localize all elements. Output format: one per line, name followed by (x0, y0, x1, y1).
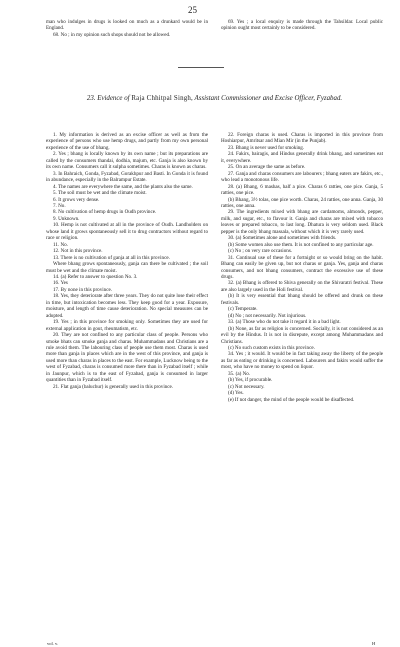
answer-paragraph: 14. (a) Refer to answer to question No. 3. (53, 273, 138, 280)
answer-paragraph: (c) No ; on very rare occasions. (228, 248, 293, 255)
answer-paragraph: 7. No. (53, 202, 66, 209)
answer-paragraph: 6. It grows very dense. (53, 196, 100, 203)
continuation-left (46, 19, 208, 38)
answer-paragraph: 16. Yes (53, 280, 68, 287)
answer-paragraph: 25. On an average the same as before. (228, 164, 306, 171)
answer-paragraph: 24. Fakirs, bairagis, and Hindus generally drink bhang, and sometimes eat it, everywhere. (221, 151, 383, 164)
witness-name: Raja Chhitpal Singh, (131, 95, 193, 102)
answer-paragraph: (b) None, as far as religion is concerned. Socially, it is not considered as an evil by the Hindus. It is not in disrepute, except among Muhammadans and Christians. (221, 325, 383, 345)
answer-paragraph: 3. In Bahraich, Gonda, Fyzabad, Gorakhpur and Basti. In Gonda it is found in abundance, especially in the Balrampur Estate. (46, 170, 208, 184)
answer-paragraph: (c) Not necessary. (228, 383, 265, 390)
section-title-pre: Evidence of (97, 95, 130, 102)
section-title-post: Assistant Commissioner and Excise Officer, Fyzabad. (194, 95, 343, 102)
answer-paragraph: 22. Foreign charas is used. Charas is imported in this province from Hoshiarpur, Amritsar and Mian Mir (in the Punjab). (221, 132, 383, 145)
answer-paragraph: 13. There is no cultivation of ganja at all in this province. (53, 254, 170, 261)
answer-paragraph: (b) Some women also use them. It is not confined to any particular age. (228, 241, 374, 248)
answers-left-column (46, 132, 208, 390)
continuation-text: man who indulges in drugs is looked on much as a drunkard would be in England. (46, 19, 208, 32)
answer-paragraph: 27. Ganja and charas consumers are labourers ; bhang eaters are fakirs, etc., who lead a monotonous life. (221, 170, 383, 184)
answer-paragraph: (c) Temperate. (228, 306, 258, 313)
answer-paragraph: 17. By none in this province. (53, 286, 112, 293)
answer-paragraph: 12. Not in this province. (53, 248, 103, 255)
answer-paragraph: (b) It is very essential that bhang should be offered and drunk on these festivals. (221, 293, 383, 306)
answer-paragraph: 34. Yes ; it would. It would be in fact taking away the liberty of the people as far as eating or drinking is concerned. Labourers and fakirs would suffer the most, who have no money to spend on liquor. (221, 351, 383, 371)
answer-paragraph: 18. Yes, they deteriorate after three years. They do not quite lose their effect in time, but intoxication becomes less. They keep good for a year. Exposure, moisture, and length of time cause deterioration. No special measures can be adopted. (46, 293, 208, 319)
volume-mark: vol. v. (47, 641, 59, 646)
answer-paragraph: 20. They are not confined to any particular class of people. Persons who smoke bhats can smoke ganja and charas. Muhammadans and Christians are a rule avoid them. The labouring class of people use them most. Charas is used more than ganja in places which are in the west of this province, and ganja is used more than charas in places to the east. For example, Lucknow being to the west of Fyzabad, charas is consumed more there than in Fyzabad itself ; while in Jaunpur, which is to the east of Fyzabad, ganja is consumed in larger quantities than in Fyzabad itself. (46, 332, 208, 384)
answer-paragraph: 19. Yes ; in this province for smoking only. Sometimes they are used for external application in gout, rheumatism, etc. (46, 319, 208, 332)
answer-paragraph: Where bhang grows spontaneously, ganja can there be cultivated ; the soil must be wet and the climate moist. (46, 261, 208, 274)
answer-paragraph: 28. (a) Bhang, 6 mashas, half a pice. Charas 6 ratties, one pice. Ganja, 5 ratties, one pice. (221, 183, 383, 197)
answer-paragraph: (b) Yes, if procurable. (228, 377, 273, 384)
answer-paragraph: 21. Flat ganja (baluchur) is generally used in this province. (53, 383, 174, 390)
answer-paragraph: (d) Yes. (228, 390, 244, 397)
signature-mark: H (372, 641, 376, 646)
answer-paragraph: (d) No ; not necessarily. Not injurious. (228, 312, 307, 319)
answer-paragraph: 4. The names are everywhere the same, and the plants also the same. (53, 183, 193, 190)
answer-paragraph: 30. (a) Sometimes alone and sometimes with friends. (228, 235, 337, 242)
answer-paragraph: 23. Bhang is never used for smoking. (228, 144, 305, 151)
answer-paragraph: 8. No cultivation of hemp drugs in Oudh province. (53, 209, 157, 216)
answer-paragraph: 5. The soil must be wet and the climate moist. (53, 190, 147, 197)
answer-paragraph: 35. (a) No. (228, 370, 251, 377)
answer-paragraph: 9. Unknown. (53, 215, 80, 222)
answer-paragraph: 1. My information is derived as an excise officer as well as from the experience of persons who use hemp drugs, and partly from my own personal experience of the use of bhang. (46, 132, 208, 151)
continuation-text: 68. No ; in my opinion such shops should not be allowed. (53, 31, 171, 38)
answer-paragraph: 31. Continual use of these for a fortnight or so would bring on the habit. Bhang can easily be given up, but not charas or ganja. Yes, ganja and charas consumers, and not bhang consumers, contract the excessive use of these drugs. (221, 254, 383, 280)
section-title (46, 95, 383, 103)
answer-paragraph: (c) No such custom exists in this province. (228, 344, 315, 351)
answer-paragraph: 33. (a) Those who do not take it regard it in a bad light. (228, 319, 341, 326)
answer-paragraph: 32. (a) Bhang is offered to Shiva generally on the Shivaratri festival. These are also largely used in the Holi festival. (221, 280, 383, 293)
answer-paragraph: 11. No. (53, 241, 68, 248)
continuation-right (221, 19, 383, 32)
answer-paragraph: (e) If not danger, the mind of the people would be disaffected. (228, 396, 355, 403)
section-number: 23. (86, 95, 96, 102)
section-divider (178, 67, 224, 68)
continuation-text: 69. Yes ; a local enquiry is made through the Tahsildar. Local public opinion ought most certainly to be considered. (221, 19, 383, 32)
answer-paragraph: 29. The ingredients mixed with bhang are cardamoms, almonds, pepper, milk, and sugar, etc., to flavour it. Ganja and charas are mixed with tobacco leaves or prepared tobacco, to last long. Dhatura is very seldom used. Black pepper is the only bhang massala, without which it is very rarely used. (221, 209, 383, 235)
answer-paragraph: 2. Yes ; bhang is locally known by its own name ; but its preparations are called by the consumers thandai, dodhia, majum, etc. Ganja is also known by its own name. Consumers call it sulpha sometimes. Charas is known as charas. (46, 151, 208, 171)
answers-right-column (221, 132, 383, 403)
answer-paragraph: 10. Hemp is not cultivated at all in the province of Oudh. Landholders on whose land it grows spontaneously sell it to drug contractors without regard to race or religion. (46, 222, 208, 242)
answer-paragraph: (b) Bhang, 3½ tolas, one pice worth. Charas, 24 ratties, one anna. Ganja, 30 ratties, one anna. (221, 196, 383, 209)
page-number: 25 (188, 5, 197, 15)
